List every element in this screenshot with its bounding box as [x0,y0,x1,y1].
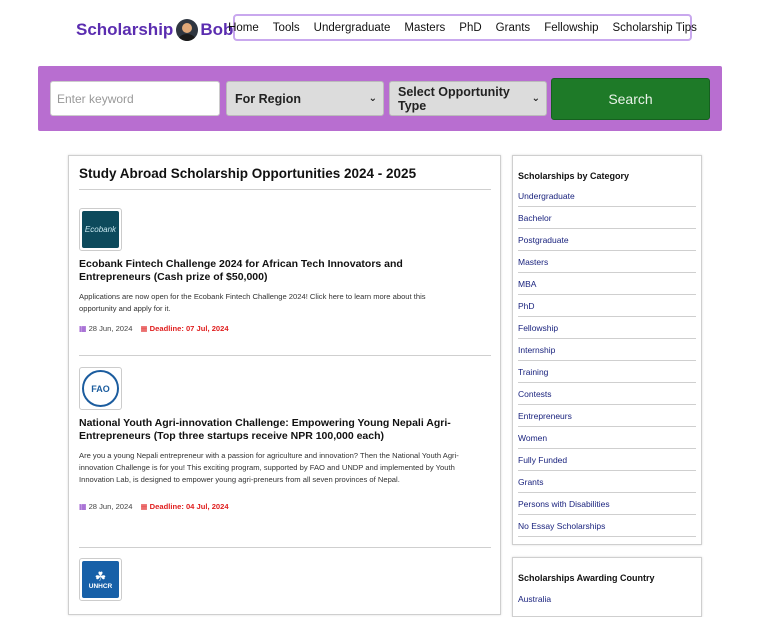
search-bar [38,66,722,131]
sidebar-item-internship[interactable]: Internship [518,339,696,361]
sidebar-item-phd[interactable]: PhD [518,295,696,317]
calendar-deadline-icon: ▦ [140,502,148,511]
sidebar-item-contests[interactable]: Contests [518,383,696,405]
sidebar-item-no-essay[interactable]: No Essay Scholarships [518,515,696,537]
post-excerpt: Applications are now open for the Ecobank Fintech Challenge 2024! Click here to learn more about this opportunity and apply for it. [79,292,426,313]
ecobank-logo: Ecobank [82,211,119,248]
post-deadline: ▦ Deadline: 04 Jul, 2024 [140,502,229,511]
fao-logo: FAO [82,370,119,407]
list-item [79,367,491,511]
post-thumbnail[interactable] [79,558,122,601]
post-title-link[interactable]: National Youth Agri-innovation Challenge: Empowering Young Nepali Agri-Entrepreneurs (Top three startups receive NPR 100,000 each) [79,417,451,442]
sidebar-item-fully-funded[interactable]: Fully Funded [518,449,696,471]
sidebar-item-entrepreneurs[interactable]: Entrepreneurs [518,405,696,427]
post-meta [79,324,491,333]
sidebar-title: Scholarships Awarding Country [518,573,655,583]
post-title-link[interactable]: Ecobank Fintech Challenge 2024 for African Tech Innovators and Entrepreneurs (Cash prize of $50,000) [79,258,403,283]
chevron-down-icon: ⌄ [531,93,540,104]
calendar-icon: ▦ [79,324,87,333]
list-item [79,558,491,601]
nav-masters[interactable]: Masters [404,21,446,34]
sidebar-title: Scholarships by Category [518,171,630,181]
opportunity-type-select[interactable] [389,81,547,116]
sidebar-item-country[interactable]: Australia [518,594,552,604]
post-deadline: ▦ Deadline: 07 Jul, 2024 [140,324,229,333]
calendar-deadline-icon: ▦ [140,324,148,333]
sidebar-item-bachelor[interactable]: Bachelor [518,207,696,229]
sidebar-item-disabilities[interactable]: Persons with Disabilities [518,493,696,515]
logo-avatar-icon [176,19,198,41]
sidebar-item-grants[interactable]: Grants [518,471,696,493]
logo-text-right: Bob [200,20,234,39]
category-list [513,192,701,537]
post-thumbnail[interactable] [79,367,122,410]
calendar-icon: ▦ [79,502,87,511]
page-title: Study Abroad Scholarship Opportunities 2024 - 2025 [79,166,417,181]
region-select-label: For Region [235,91,301,106]
divider [79,189,491,190]
unhcr-logo: ☘ UNHCR [82,561,119,598]
country-sidebar [512,557,702,617]
nav-home[interactable]: Home [228,21,259,34]
keyword-input[interactable] [50,81,220,116]
post-date: ▦ 28 Jun, 2024 [79,502,133,511]
list-item [79,208,491,333]
nav-tools[interactable]: Tools [272,21,300,34]
post-excerpt: Are you a young Nepali entrepreneur with a passion for agriculture and innovation? Then the National Youth Agri-innovation Challenge is for you! This exciting program, supported by FAO and UNDP and implemented by Youth Innovation Lab, is designed to empower young agri-preneurs from all seven provinces of Nepal. [79,451,459,484]
sidebar-item-fellowship[interactable]: Fellowship [518,317,696,339]
sidebar-item-training[interactable]: Training [518,361,696,383]
post-date: ▦ 28 Jun, 2024 [79,324,133,333]
post-meta [79,502,491,511]
nav-fellowship[interactable]: Fellowship [544,21,599,34]
site-header [0,0,760,60]
nav-phd[interactable]: PhD [459,21,482,34]
divider [79,547,491,548]
scholarship-listing [68,155,501,615]
search-button[interactable]: Search [551,78,710,120]
logo-text-left: Scholarship [76,20,174,39]
divider [79,355,491,356]
category-sidebar [512,155,702,545]
unhcr-emblem-icon: ☘ [94,568,107,584]
sidebar-item-postgraduate[interactable]: Postgraduate [518,229,696,251]
sidebar-item-masters[interactable]: Masters [518,251,696,273]
nav-grants[interactable]: Grants [495,21,531,34]
sidebar-item-undergraduate[interactable]: Undergraduate [518,192,696,207]
sidebar-item-mba[interactable]: MBA [518,273,696,295]
sidebar-item-women[interactable]: Women [518,427,696,449]
region-select[interactable] [226,81,384,116]
nav-scholarship-tips[interactable]: Scholarship Tips [612,21,697,34]
opportunity-type-label: Select Opportunity Type [398,84,510,113]
nav-undergraduate[interactable]: Undergraduate [313,21,391,34]
post-thumbnail[interactable] [79,208,122,251]
main-nav [228,14,697,41]
chevron-down-icon: ⌄ [368,93,377,104]
site-logo[interactable] [76,19,233,41]
